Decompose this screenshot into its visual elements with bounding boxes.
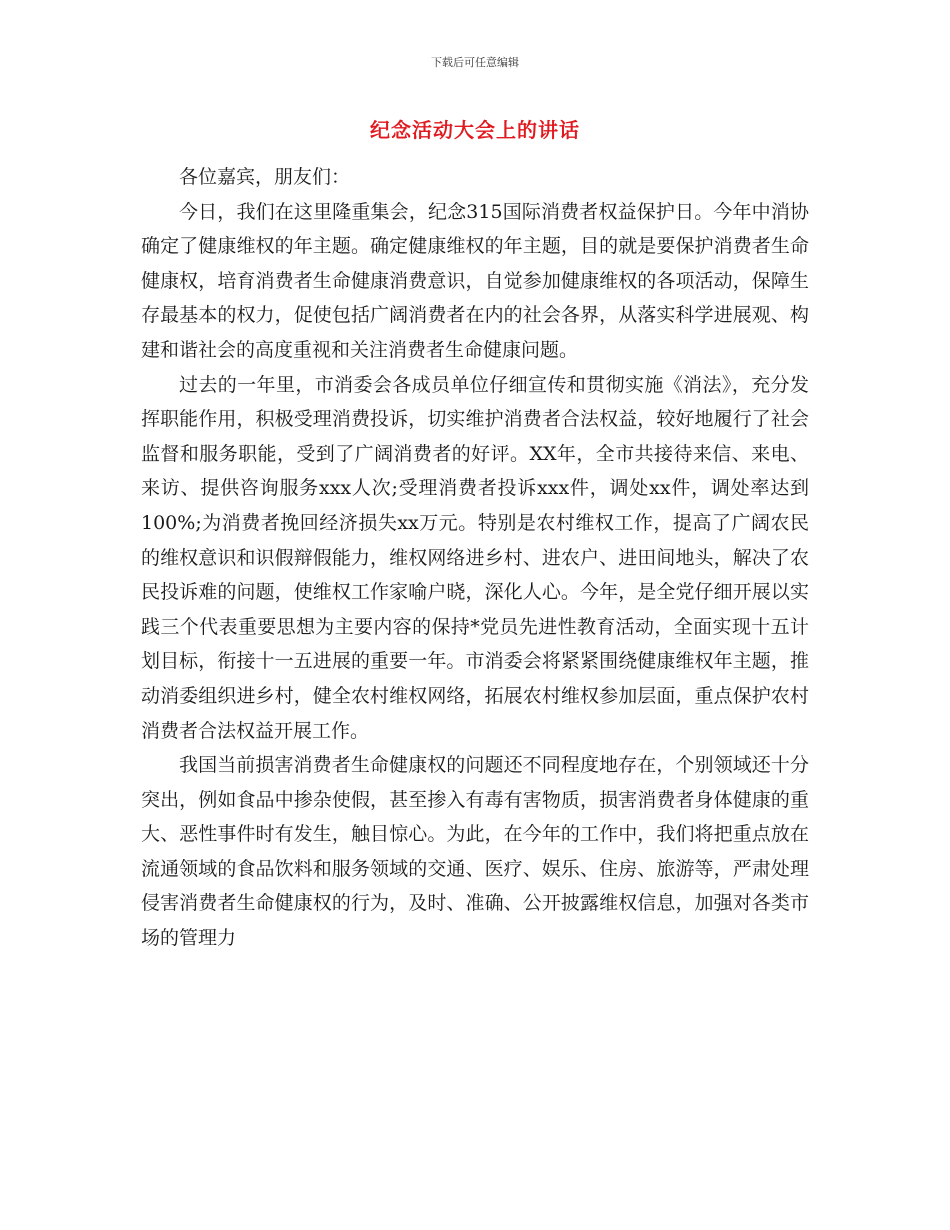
body-paragraph: 今日，我们在这里隆重集会，纪念315国际消费者权益保护日。今年中消协确定了健康维权的年主题。确定健康维权的年主题，目的就是要保护消费者生命健康权，培育消费者生命健康消费意识，自觉参加健康维权的各项活动，保障生存最基本的权力，促使包括广阔消费者在内的社会各界，从落实科学进展观、构建和谐社会的高度重视和关注消费者生命健康问题。 (141, 200, 809, 361)
document-title: 纪念活动大会上的讲话 (370, 118, 580, 142)
page-header: 下载后可任意编辑 (431, 56, 519, 69)
body-paragraph: 我国当前损害消费者生命健康权的问题还不同程度地存在，个别领域还十分突出，例如食品中掺杂使假，甚至掺入有毒有害物质，损害消费者身体健康的重大、恶性事件时有发生，触目惊心。为此，在今年的工作中，我们将把重点放在流通领域的食品饮料和服务领域的交通、医疗、娱乐、住房、旅游等，严肃处理侵害消费者生命健康权的行为，及时、准确、公开披露维权信息，加强对各类市场的管理力 (141, 754, 809, 950)
salutation-paragraph: 各位嘉宾，朋友们： (179, 166, 351, 188)
document-body (141, 160, 809, 956)
body-paragraph: 过去的一年里，市消委会各成员单位仔细宣传和贯彻实施《消法》，充分发挥职能作用，积极受理消费投诉，切实维护消费者合法权益，较好地履行了社会监督和服务职能，受到了广阔消费者的好评。XX年，全市共接待来信、来电、来访、提供咨询服务xxx人次;受理消费者投诉xxx件，调处xx件，调处率达到100%;为消费者挽回经济损失xx万元。特别是农村维权工作，提高了广阔农民的维权意识和识假辩假能力，维权网络进乡村、进农户、进田间地头，解决了农民投诉难的问题，使维权工作家喻户晓，深化人心。今年，是全党仔细开展以实践三个代表重要思想为主要内容的保持*党员先进性教育活动，全面实现十五计划目标，衔接十一五进展的重要一年。市消委会将紧紧围绕健康维权年主题，推动消委组织进乡村，健全农村维权网络，拓展农村维权参加层面，重点保护农村消费者合法权益开展工作。 (141, 373, 809, 742)
